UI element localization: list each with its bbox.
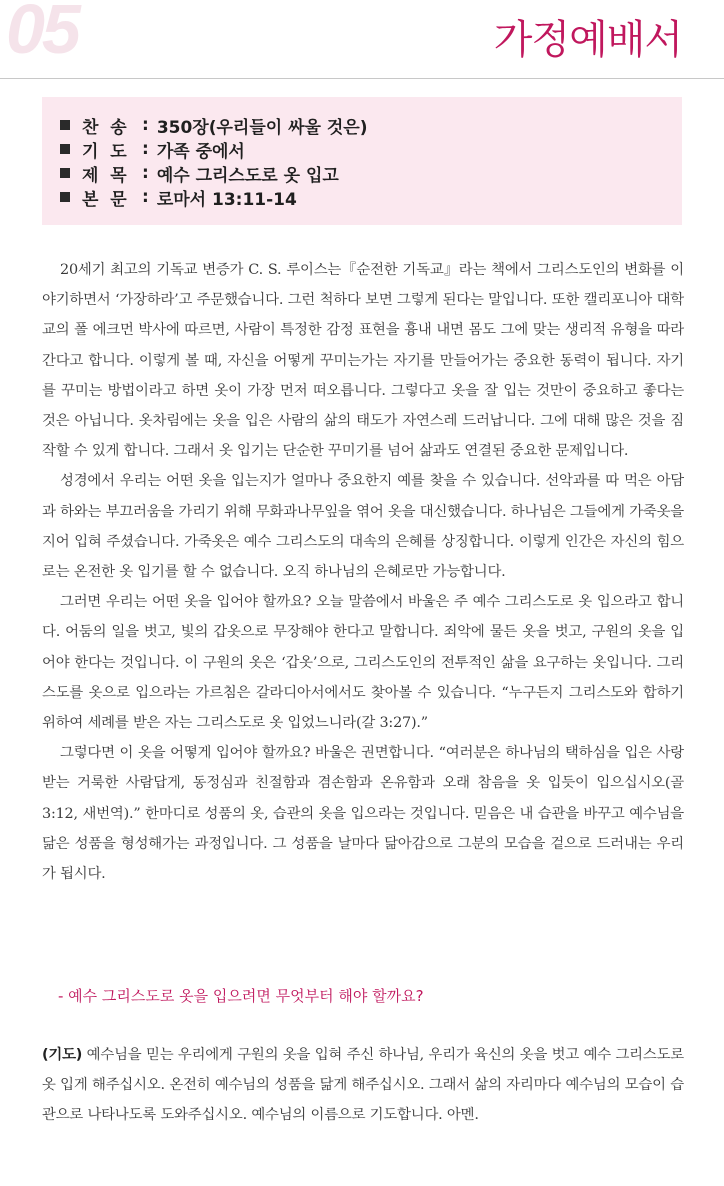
body-paragraph: 그러면 우리는 어떤 옷을 입어야 할까요? 오늘 말씀에서 바울은 주 예수 그리스도로 옷 입으라고 합니다. 어둠의 일을 벗고, 빛의 갑옷으로 무장해야 한다고 말합니다. 죄악에 물든 옷을 벗고, 구원의 옷을 입어야 한다는 것입니다. 이 구원의 옷은 ‘갑옷’으로, 그리스도인의 전투적인 삶을 요구하는 옷입니다. 그리스도를 옷으로 입으라는 가르침은 갈라디아서에서도 찾아볼 수 있습니다. “누구든지 그리스도와 합하기 위하여 세례를 받은 자는 그리스도로 옷 입었느니라(갈 3:27).” [42,594,684,732]
title-rule [0,78,724,79]
info-label: 찬 송 [82,117,127,138]
info-row-title [60,161,682,185]
info-colon: : [142,163,149,183]
info-row-scripture [60,185,682,209]
body-paragraph: 20세기 최고의 기독교 변증가 C. S. 루이스는『순전한 기독교』라는 책에서 그리스도인의 변화를 이야기하면서 ‘가장하라’고 주문했습니다. 그런 척하다 보면 그렇게 된다는 말입니다. 또한 캘리포니아 대학교의 폴 에크먼 박사에 따르면, 사람이 특정한 감정 표현을 흉내 내면 몸도 그에 맞는 생리적 유형을 따라간다고 합니다. 이렇게 볼 때, 자신을 어떻게 꾸미는가는 자기를 만들어가는 중요한 동력이 됩니다. 자기를 꾸미는 방법이라고 하면 옷이 가장 먼저 떠오릅니다. 그렇다고 옷을 잘 입는 것만이 중요하고 좋다는 것은 아닙니다. 옷차림에는 옷을 입은 사람의 삶의 태도가 자연스레 드러납니다. 그에 대해 많은 것을 짐작할 수 있게 합니다. 그래서 옷 입기는 단순한 꾸미기를 넘어 삶과도 연결된 중요한 문제입니다. [42,262,684,460]
discussion-question: - 예수 그리스도로 옷을 입으려면 무엇부터 해야 할까요? [58,987,424,1005]
bullet-square-icon [60,192,70,202]
bullet-square-icon [60,168,70,178]
info-row-hymn [60,113,682,137]
prayer-text: 예수님을 믿는 우리에게 구원의 옷을 입혀 주신 하나님, 우리가 육신의 옷을 벗고 예수 그리스도로 옷 입게 해주십시오. 온전히 예수님의 성품을 닮게 해주십시오. 그래서 삶의 자리마다 예수님의 모습이 습관으로 나타나도록 도와주십시오. 예수님의 이름으로 기도합니다. 아멘. [42,1047,684,1124]
prayer-label: (기도) [42,1047,83,1063]
info-label: 제 목 [82,165,127,186]
body-paragraph: 성경에서 우리는 어떤 옷을 입는지가 얼마나 중요한지 예를 찾을 수 있습니다. 선악과를 따 먹은 아담과 하와는 부끄러움을 가리기 위해 무화과나무잎을 엮어 옷을 대신했습니다. 하나님은 그들에게 가죽옷을 지어 입혀 주셨습니다. 가죽옷은 예수 그리스도의 대속의 은혜를 상징합니다. 이렇게 인간은 자신의 힘으로는 온전한 옷 입기를 할 수 없습니다. 오직 하나님의 은혜로만 가능합니다. [42,473,684,581]
info-colon: : [142,115,149,135]
worship-info-box [42,97,682,225]
section-title: 가정예배서 [493,17,682,63]
bullet-square-icon [60,144,70,154]
page-number: 05 [6,0,78,68]
info-value: 예수 그리스도로 옷 입고 [156,165,339,186]
info-value: 가족 중에서 [156,141,245,162]
closing-prayer [42,1040,684,1131]
info-row-prayer [60,137,682,161]
body-paragraph: 그렇다면 이 옷을 어떻게 입어야 할까요? 바울은 권면합니다. “여러분은 하나님의 택하심을 입은 사랑 받는 거룩한 사람답게, 동정심과 친절함과 겸손함과 온유함과 오래 참음을 옷 입듯이 입으십시오(골 3:12, 새번역).” 한마디로 성품의 옷, 습관의 옷을 입으라는 것입니다. 믿음은 내 습관을 바꾸고 예수님을 닮은 성품을 형성해가는 과정입니다. 그 성품을 날마다 닮아감으로 그분의 모습을 겉으로 드러내는 우리가 됩시다. [42,745,684,883]
info-label: 기 도 [82,141,127,162]
info-label: 본 문 [82,189,127,210]
bullet-square-icon [60,120,70,130]
sermon-body [42,255,684,889]
info-colon: : [142,139,149,159]
info-value: 로마서 13:11-14 [156,189,297,210]
info-colon: : [142,187,149,207]
info-value: 350장(우리들이 싸울 것은) [156,117,368,138]
